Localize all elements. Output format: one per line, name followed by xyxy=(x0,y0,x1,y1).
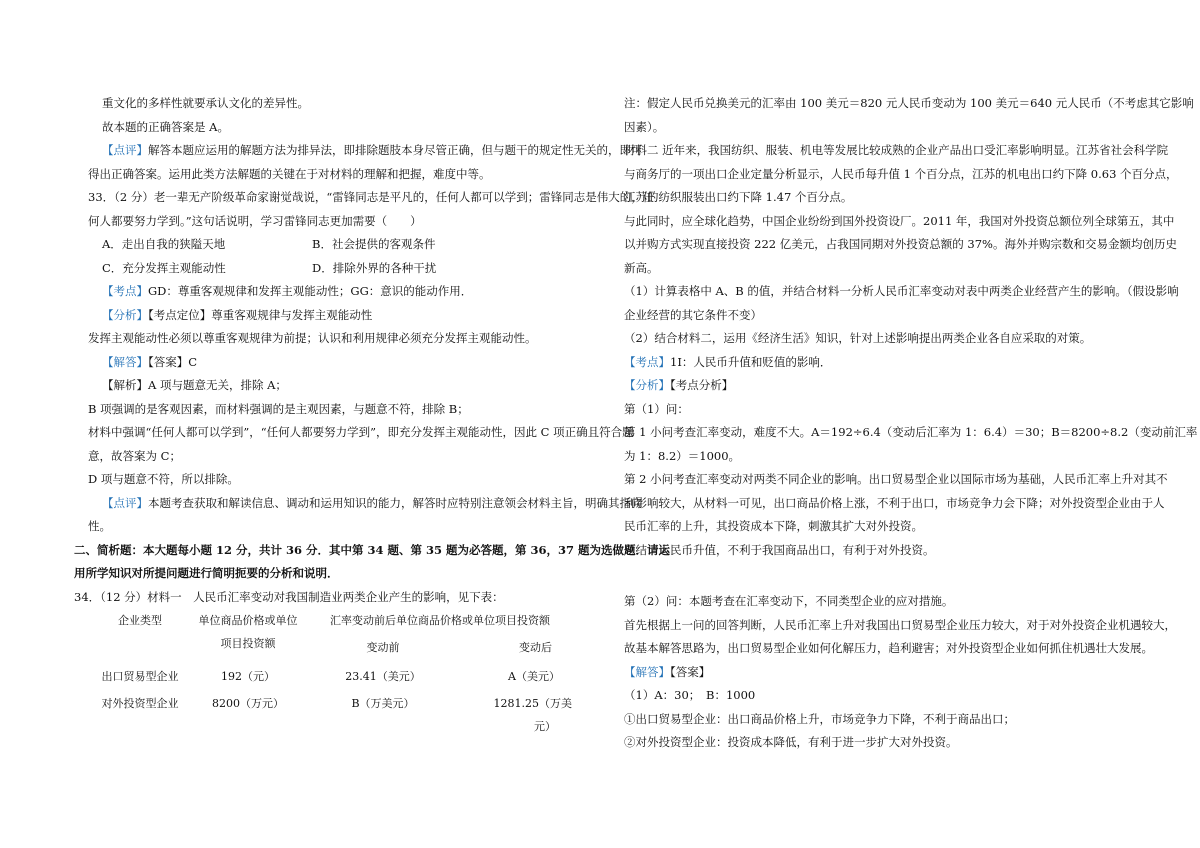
option-a: A．走出自我的狭隘天地 xyxy=(102,237,226,251)
table-row xyxy=(92,688,572,738)
table-cell: B（万美元） xyxy=(351,697,415,710)
table-cell-text: 1281.25（万美 xyxy=(493,697,572,710)
text-line: 意，故答案为 C； xyxy=(88,448,181,463)
text-line: 民币汇率的上升，其投资成本下降，刺激其扩大对外投资。 xyxy=(624,519,923,533)
table-header-row xyxy=(92,609,572,632)
text-line: 第（2）问：本题考查在汇率变动下，不同类型企业的应对措施。 xyxy=(624,594,954,608)
fenxi-tag: 【分析】 xyxy=(624,378,670,392)
option-d: D．排除外界的各种干扰 xyxy=(312,260,437,275)
table-cell: 8200（万元） xyxy=(212,697,284,710)
fenxi-text: 【考点分析】 xyxy=(670,378,734,392)
text-line: 第 1 小问考查汇率变动，难度不大。A＝192÷6.4（变动后汇率为 1：6.4）＝30；B＝8200÷8.2（变动前汇率 xyxy=(624,425,1198,439)
text-line: 企业经营的其它条件不变） xyxy=(624,307,762,322)
table-cell: 对外投资型企业 xyxy=(101,697,179,710)
jieda-tag: 【解答】 xyxy=(102,354,148,369)
text-line: D 项与题意不符，所以排除。 xyxy=(88,472,239,486)
right-column xyxy=(624,92,1198,755)
kaodian-tag: 【考点】 xyxy=(102,284,148,298)
question-34: 34．（12 分）材料一 人民币汇率变动对我国制造业两类企业产生的影响，见下表： xyxy=(74,589,504,604)
text-line: 性。 xyxy=(88,519,111,533)
text-line: B 项强调的是客观因素，而材料强调的是主观因素，与题意不符，排除 B； xyxy=(88,401,469,416)
text-line: 第 2 小问考查汇率变动对两类不同企业的影响。出口贸易型企业以国际市场为基础，人民币汇率上升对其不 xyxy=(624,472,1168,486)
text-line: 第（1）问： xyxy=(624,401,689,416)
kaodian-line xyxy=(624,351,1132,375)
jieda-text: 【答案】 xyxy=(670,664,711,679)
text-line: 注：假定人民币兑换美元的汇率由 100 美元＝820 元人民币变动为 100 美元＝640 元人民币（不考虑其它影响 xyxy=(624,96,1194,110)
text-line: （1）A：30； B：1000 xyxy=(624,688,756,702)
text-line: 为 1：8.2）＝1000。 xyxy=(624,448,741,463)
options-row xyxy=(88,257,592,281)
text-line: 与商务厅的一项出口企业定量分析显示，人民币每升值 1 个百分点，江苏的机电出口约下降 0.63 个百分点， xyxy=(624,166,1178,181)
table-header-row xyxy=(92,632,572,659)
text-line: （1）计算表格中 A、B 的值，并结合材料一分析人民币汇率变动对表中两类企业经营产生的影响。（假设影响 xyxy=(624,284,1179,298)
fenxi-line xyxy=(88,304,592,328)
text-line: ②对外投资型企业：投资成本降低，有利于进一步扩大对外投资。 xyxy=(624,735,958,749)
jieda-text: 【答案】C xyxy=(148,354,198,369)
table-cell xyxy=(458,688,572,738)
text-line: 与此同时，应全球化趋势，中国企业纷纷到国外投资设厂。2011 年，我国对外投资总额位列全球第五，其中 xyxy=(624,213,1175,228)
table-header: 单位商品价格或单位 xyxy=(198,614,298,627)
kaodian-text: 1I：人民币升值和贬值的影响． xyxy=(670,354,832,369)
text-line: 因素）。 xyxy=(624,119,665,134)
text-line: 总结：人民币升值，不利于我国商品出口，有利于对外投资。 xyxy=(624,542,935,557)
options-row xyxy=(88,233,592,257)
section-heading: 用所学知识对所提问题进行简明扼要的分析和说明． xyxy=(74,566,339,580)
kaodian-text: GD：尊重客观规律和发挥主观能动性；GG：意识的能动作用． xyxy=(148,284,473,298)
text-line: 首先根据上一问的回答判断，人民币汇率上升对我国出口贸易型企业压力较大，对于对外投资企业机遇较大， xyxy=(624,617,1176,632)
text-line: （2）结合材料二，运用《经济生活》知识，针对上述影响提出两类企业各自应采取的对策。 xyxy=(624,331,1092,345)
text-line: 故本题的正确答案是 A。 xyxy=(102,119,229,134)
text-line: 材料中强调“任何人都可以学到”，“任何人都要努力学到”，即充分发挥主观能动性，因此 C 项正确且符合题 xyxy=(88,425,634,439)
option-c: C．充分发挥主观能动性 xyxy=(102,260,226,275)
section-heading: 二、简析题：本大题每小题 12 分，共计 36 分．其中第 34 题、第 35 题为必答题，第 36，37 题为选做题．请运 xyxy=(74,542,671,557)
table-header: 变动前 xyxy=(366,641,400,654)
text-line: 发挥主观能动性必须以尊重客观规律为前提；认识和利用规律必须充分发挥主观能动性。 xyxy=(88,331,537,345)
table-cell: A（美元） xyxy=(508,670,560,683)
table-row xyxy=(92,659,572,688)
fenxi-tag: 【分析】 xyxy=(102,307,148,322)
text-line: 何人都要努力学到。”这句话说明，学习雷锋同志更加需要（ ） xyxy=(88,213,422,228)
jieda-line xyxy=(88,351,592,375)
fenxi-line xyxy=(624,374,1132,398)
text-line: 【解析】A 项与题意无关，排除 A； xyxy=(102,378,287,392)
jieda-tag: 【解答】 xyxy=(624,664,670,679)
comment-text: 解答本题应运用的解题方法为排异法，即排除题肢本身尽管正确，但与题干的规定性无关的，即可 xyxy=(148,143,643,157)
dianping-line xyxy=(88,492,643,516)
text-line: 江苏的纺织服装出口约下降 1.47 个百分点。 xyxy=(624,190,853,204)
table-cell: 23.41（美元） xyxy=(345,670,421,683)
text-line: 材料二 近年来，我国纺织、服装、机电等发展比较成熟的企业产品出口受汇率影响明显。江苏省社会科学院 xyxy=(624,143,1169,157)
table-header: 变动后 xyxy=(519,641,552,654)
text-line: 得出正确答案。运用此类方法解题的关键在于对材料的理解和把握，难度中等。 xyxy=(88,166,491,181)
table-header: 汇率变动前后单位商品价格或单位项目投资额 xyxy=(330,614,550,627)
table-header: 企业类型 xyxy=(118,614,162,627)
text-line: 新高。 xyxy=(624,260,659,275)
text-line: 以并购方式实现直接投资 222 亿美元，占我国同期对外投资总额的 37%。海外并购宗数和交易金额均创历史 xyxy=(624,237,1177,251)
exchange-rate-table xyxy=(92,609,572,738)
text-line: 重文化的多样性就要承认文化的差异性。 xyxy=(102,96,309,110)
text-line: 利影响较大，从材料一可见，出口商品价格上涨，不利于出口，市场竞争力会下降；对外投资型企业由于人 xyxy=(624,495,1165,510)
kaodian-tag: 【考点】 xyxy=(624,354,670,369)
table-cell: 出口贸易型企业 xyxy=(101,670,179,683)
table-cell-text: 元） xyxy=(534,720,556,733)
question-33: 33．（2 分）老一辈无产阶级革命家谢觉哉说，“雷锋同志是平凡的，任何人都可以学到；雷锋同志是伟大的，任 xyxy=(88,190,655,204)
text-line: ①出口贸易型企业：出口商品价格上升，市场竞争力下降，不利于商品出口； xyxy=(624,711,1015,726)
dianping-text: 本题考查获取和解读信息、调动和运用知识的能力，解答时应特别注意领会材料主旨，明确其指向 xyxy=(148,495,643,510)
dianping-tag: 【点评】 xyxy=(102,495,148,510)
kaodian-line xyxy=(88,280,592,304)
comment-tag: 【点评】 xyxy=(102,143,148,157)
comment-line xyxy=(88,139,643,163)
text-line: 故基本解答思路为，出口贸易型企业如何化解压力，趋利避害；对外投资型企业如何抓住机遇壮大发展。 xyxy=(624,641,1153,655)
fenxi-text: 【考点定位】尊重客观规律与发挥主观能动性 xyxy=(148,307,373,322)
table-header: 项目投资额 xyxy=(220,637,276,650)
jieda-line xyxy=(624,661,1132,685)
option-b: B．社会提供的客观条件 xyxy=(312,237,436,251)
table-cell: 192（元） xyxy=(221,670,275,683)
